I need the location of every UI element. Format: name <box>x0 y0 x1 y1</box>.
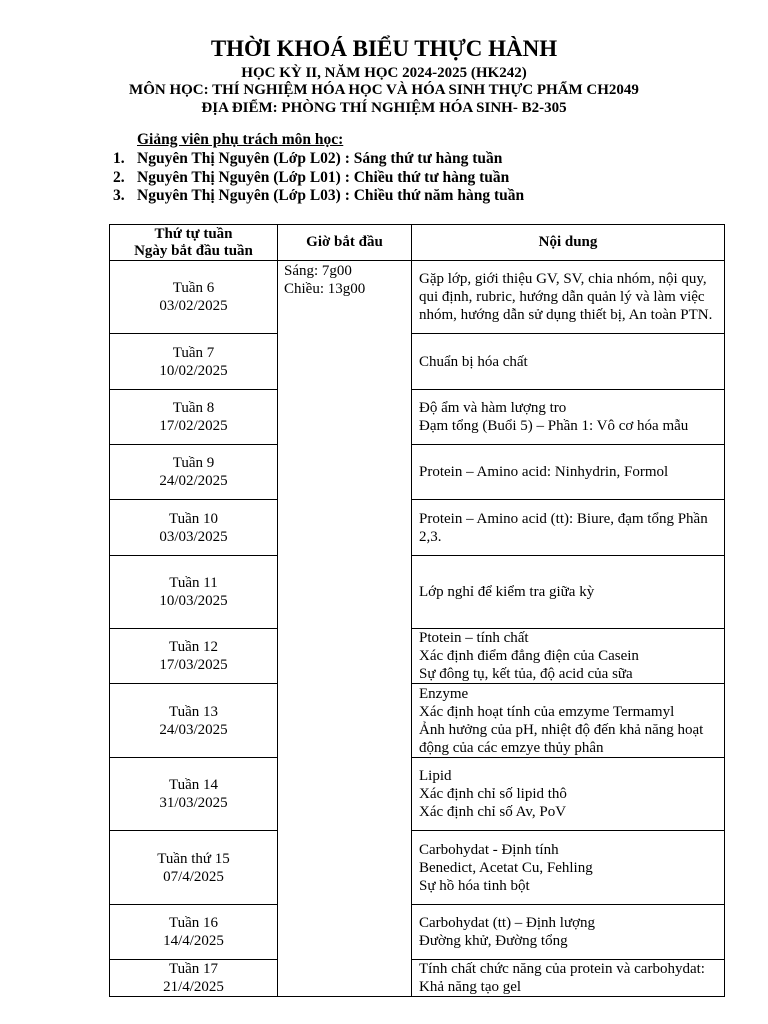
table-row <box>110 960 725 997</box>
week-label: Tuần 13 <box>168 703 219 720</box>
content-line: Lipid <box>419 768 452 784</box>
week-label: Tuần 6 <box>172 280 215 296</box>
week-cell <box>110 629 278 684</box>
week-date: 03/03/2025 <box>159 528 228 545</box>
table-row <box>110 905 725 960</box>
table-row <box>110 500 725 556</box>
content-line: Protein – Amino acid (tt): Biure, đạm tổng Phần 2,3. <box>419 510 708 545</box>
week-label: Tuần 9 <box>172 455 215 471</box>
week-cell <box>110 500 278 556</box>
week-label: Tuần 14 <box>168 777 219 793</box>
lecturer-heading: Giảng viên phụ trách môn học: <box>137 131 344 148</box>
table-row <box>110 334 725 390</box>
content-line: Xác định chỉ số lipid thô <box>419 786 567 802</box>
week-date: 24/02/2025 <box>159 473 228 489</box>
week-date: 31/03/2025 <box>159 795 228 811</box>
content-line: Carbohydat - Định tính <box>419 841 559 858</box>
start-time-morning: Sáng: 7g00 <box>284 263 352 279</box>
content-line: Ptotein – tính chất <box>419 630 529 646</box>
content-line: Đạm tổng (Buổi 5) – Phần 1: Vô cơ hóa mẫu <box>419 418 689 434</box>
content-line: Lớp nghỉ để kiểm tra giữa kỳ <box>419 584 595 600</box>
week-date: 07/4/2025 <box>163 868 224 885</box>
table-row <box>110 758 725 831</box>
table-row <box>110 629 725 684</box>
lecturer-item: 3. Nguyên Thị Nguyên (Lớp L03) : Chiều thứ năm hàng tuần <box>113 187 525 204</box>
content-line: Sự hồ hóa tinh bột <box>419 877 530 894</box>
week-date: 03/02/2025 <box>159 298 228 314</box>
content-cell <box>412 684 725 758</box>
content-line: Benedict, Acetat Cu, Fehling <box>419 859 593 876</box>
week-date: 14/4/2025 <box>163 933 224 949</box>
week-date: 10/02/2025 <box>159 362 228 379</box>
content-line: Ảnh hưởng của pH, nhiệt độ đến khả năng hoạt động của các emzye thủy phân <box>419 721 704 756</box>
week-date: 17/03/2025 <box>159 657 228 673</box>
content-cell <box>412 629 725 684</box>
table-row <box>110 556 725 629</box>
schedule-table <box>109 224 725 997</box>
content-cell <box>412 556 725 629</box>
content-cell <box>412 334 725 390</box>
content-line: Chuẩn bị hóa chất <box>419 353 528 370</box>
content-line: Độ ẩm và hàm lượng tro <box>419 400 567 416</box>
start-time-afternoon: Chiều: 13g00 <box>284 281 366 297</box>
start-time-cell <box>278 261 412 997</box>
week-label: Tuần thứ 15 <box>157 850 230 867</box>
content-cell <box>412 905 725 960</box>
content-cell <box>412 390 725 445</box>
week-label: Tuần 8 <box>172 400 215 416</box>
content-line: Tính chất chức năng của protein và carbohydat: Khả năng tạo gel <box>419 961 705 995</box>
table-row <box>110 445 725 500</box>
content-cell <box>412 831 725 905</box>
week-cell <box>110 445 278 500</box>
content-cell <box>412 758 725 831</box>
content-cell <box>412 261 725 334</box>
content-line: Xác định điểm đẳng điện của Casein <box>419 648 639 664</box>
week-cell <box>110 905 278 960</box>
week-cell <box>110 390 278 445</box>
semester-line: HỌC KỲ II, NĂM HỌC 2024-2025 (HK242) <box>241 65 527 81</box>
content-line: Sự đông tụ, kết tủa, độ acid của sữa <box>419 666 633 682</box>
week-cell <box>110 556 278 629</box>
content-line: Protein – Amino acid: Ninhydrin, Formol <box>419 464 669 480</box>
week-label: Tuần 10 <box>168 510 219 527</box>
table-header-row <box>110 225 725 261</box>
page-title: THỜI KHOÁ BIỂU THỰC HÀNH <box>210 36 558 61</box>
table-row <box>110 684 725 758</box>
table-row <box>110 390 725 445</box>
week-cell <box>110 960 278 997</box>
week-cell <box>110 831 278 905</box>
header-content: Nội dung <box>412 225 725 261</box>
week-cell <box>110 334 278 390</box>
course-line: MÔN HỌC: THÍ NGHIỆM HÓA HỌC VÀ HÓA SINH THỰC PHẨM CH2049 <box>129 82 639 98</box>
week-cell <box>110 261 278 334</box>
location-line: ĐỊA ĐIỂM: PHÒNG THÍ NGHIỆM HÓA SINH- B2-305 <box>201 100 567 116</box>
content-line: Xác định chỉ số Av, PoV <box>419 804 567 820</box>
content-cell <box>412 960 725 997</box>
lecturer-item: 2. Nguyên Thị Nguyên (Lớp L01) : Chiều thứ tư hàng tuần <box>113 168 510 186</box>
week-date: 17/02/2025 <box>159 418 228 434</box>
header-week: Thứ tự tuần Ngày bắt đầu tuần <box>110 225 278 261</box>
week-date: 21/4/2025 <box>163 979 224 995</box>
week-cell <box>110 758 278 831</box>
header-start-time: Giờ bắt đầu <box>278 225 412 261</box>
content-cell <box>412 445 725 500</box>
week-label: Tuần 16 <box>168 915 219 931</box>
content-line: Enzyme <box>419 685 469 702</box>
content-cell <box>412 500 725 556</box>
content-line: Đường khử, Đường tổng <box>419 933 568 949</box>
lecturer-list <box>113 150 524 206</box>
week-date: 24/03/2025 <box>159 721 228 738</box>
table-row <box>110 261 725 334</box>
content-line: Xác định hoạt tính của emzyme Termamyl <box>419 703 675 720</box>
week-date: 10/03/2025 <box>159 593 228 609</box>
content-line: Carbohydat (tt) – Định lượng <box>419 915 596 931</box>
week-label: Tuần 12 <box>168 639 219 655</box>
lecturer-item: 1. Nguyên Thị Nguyên (Lớp L02) : Sáng thứ tư hàng tuần <box>113 150 503 167</box>
table-row <box>110 831 725 905</box>
content-line: Gặp lớp, giới thiệu GV, SV, chia nhóm, nội quy, qui định, rubric, hướng dẫn quản lý và làm việc nhóm, hướng dẫn sử dụng thiết bị, An toàn PTN. <box>419 271 713 323</box>
week-label: Tuần 17 <box>168 961 219 977</box>
week-label: Tuần 7 <box>172 344 215 361</box>
week-label: Tuần 11 <box>169 575 218 591</box>
week-cell <box>110 684 278 758</box>
